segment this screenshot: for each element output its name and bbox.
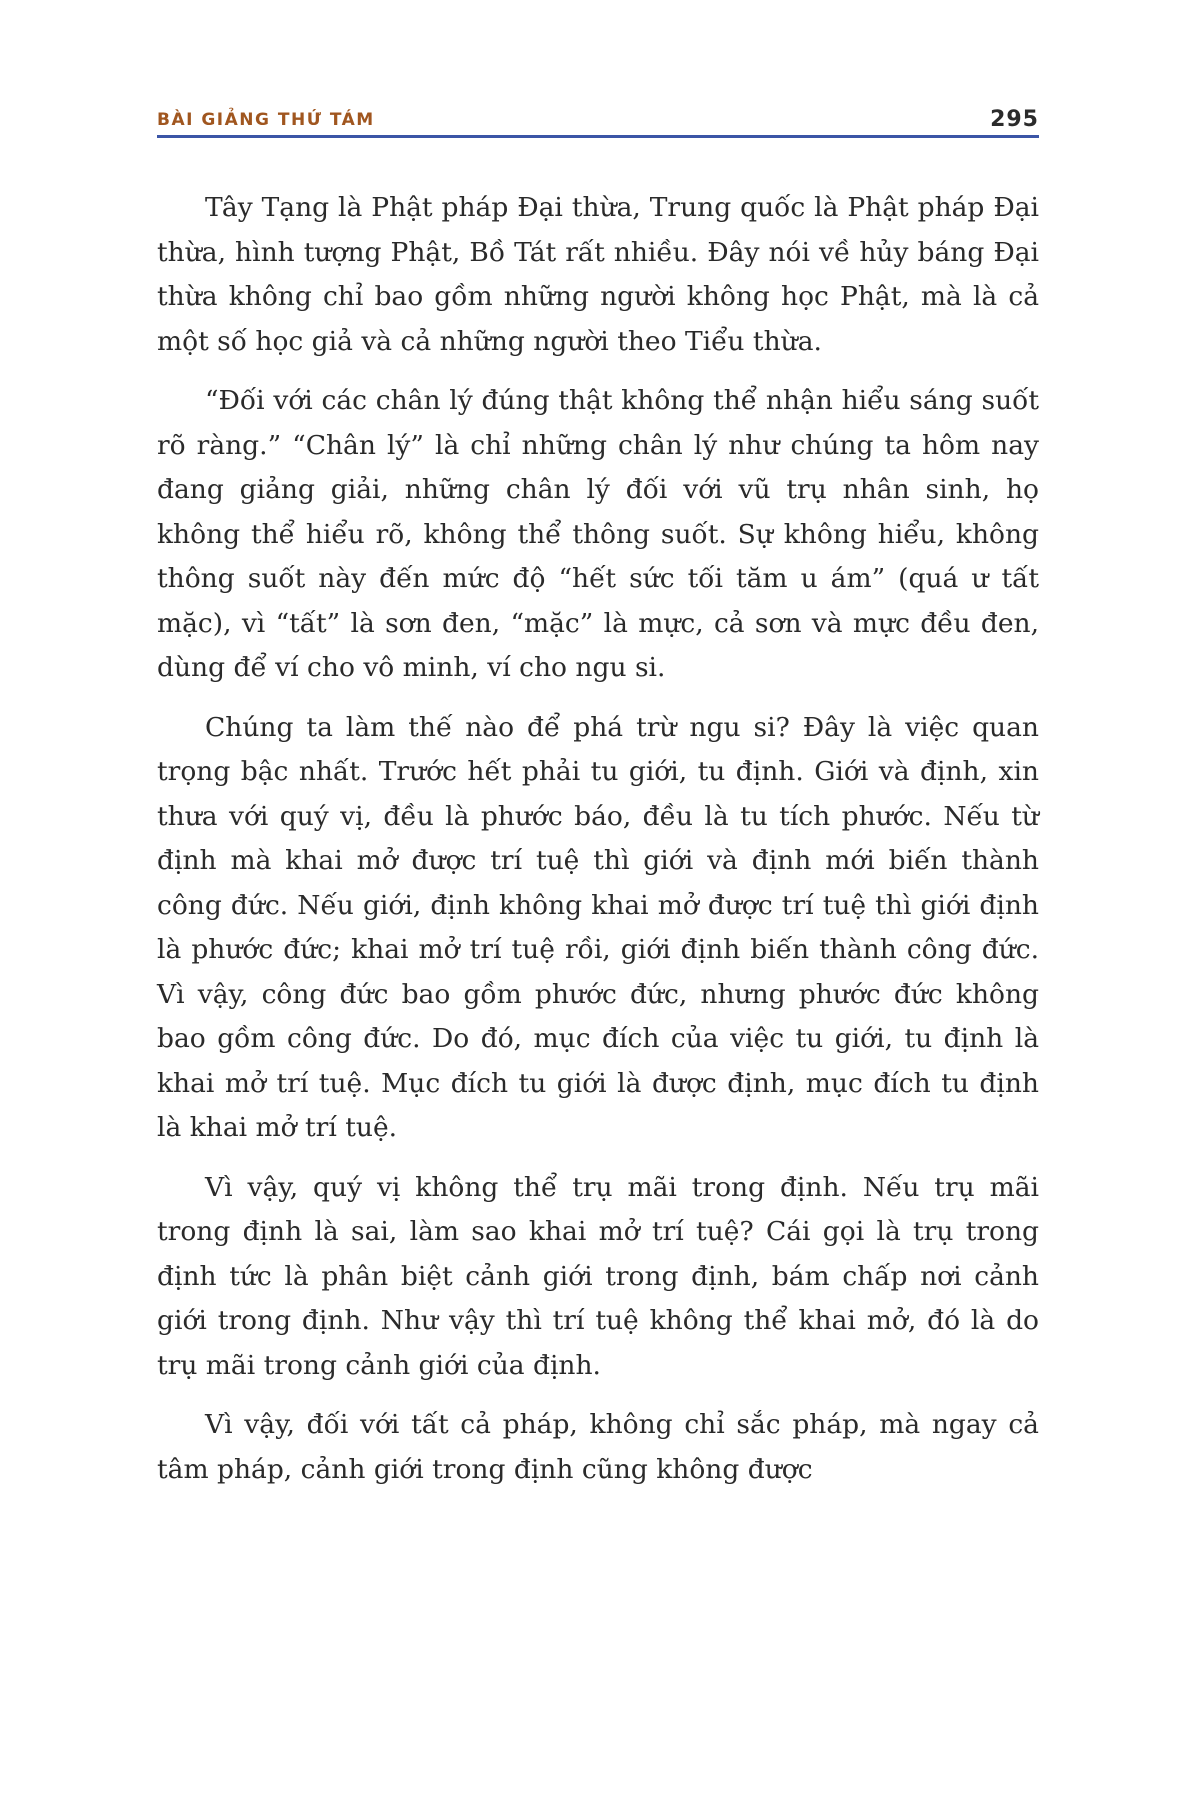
paragraph-3: Chúng ta làm thế nào để phá trừ ngu si? Đây là việc quan trọng bậc nhất. Trước hết phải tu giới, tu định. Giới và định, xin thưa với quý vị, đều là phước báo, đều là tu tích phước. Nếu từ định mà khai mở được trí tuệ thì giới và định mới biến thành công đức. Nếu giới, định không khai mở được trí tuệ thì giới định là phước đức; khai mở trí tuệ rồi, giới định biến thành công đức. Vì vậy, công đức bao gồm phước đức, nhưng phước đức không bao gồm công đức. Do đó, mục đích của việc tu giới, tu định là khai mở trí tuệ. Mục đích tu giới là được định, mục đích tu định là khai mở trí tuệ. (157, 711, 1039, 1143)
paragraph-4: Vì vậy, quý vị không thể trụ mãi trong định. Nếu trụ mãi trong định là sai, làm sao khai mở trí tuệ? Cái gọi là trụ trong định tức là phân biệt cảnh giới trong định, bám chấp nơi cảnh giới trong định. Như vậy thì trí tuệ không thể khai mở, đó là do trụ mãi trong cảnh giới của định. (157, 1171, 1039, 1381)
body-text (157, 186, 1039, 1492)
paragraph-2: “Đối với các chân lý đúng thật không thể nhận hiểu sáng suốt rõ ràng.” “Chân lý” là chỉ những chân lý như chúng ta hôm nay đang giảng giải, những chân lý đối với vũ trụ nhân sinh, họ không thể hiểu rõ, không thể thông suốt. Sự không hiểu, không thông suốt này đến mức độ “hết sức tối tăm u ám” (quá ư tất mặc), vì “tất” là sơn đen, “mặc” là mực, cả sơn và mực đều đen, dùng để ví cho vô minh, ví cho ngu si. (157, 385, 1039, 683)
paragraph-5: Vì vậy, đối với tất cả pháp, không chỉ sắc pháp, mà ngay cả tâm pháp, cảnh giới trong định cũng không được (157, 1409, 1039, 1485)
header-rule (157, 135, 1039, 138)
page-number: 295 (990, 107, 1039, 132)
chapter-title: BÀI GIẢNG THỨ TÁM (157, 110, 375, 130)
running-header (157, 98, 1039, 138)
paragraph-1: Tây Tạng là Phật pháp Đại thừa, Trung quốc là Phật pháp Đại thừa, hình tượng Phật, Bồ Tát rất nhiều. Đây nói về hủy báng Đại thừa không chỉ bao gồm những người không học Phật, mà là cả một số học giả và cả những người theo Tiểu thừa. (157, 192, 1039, 357)
